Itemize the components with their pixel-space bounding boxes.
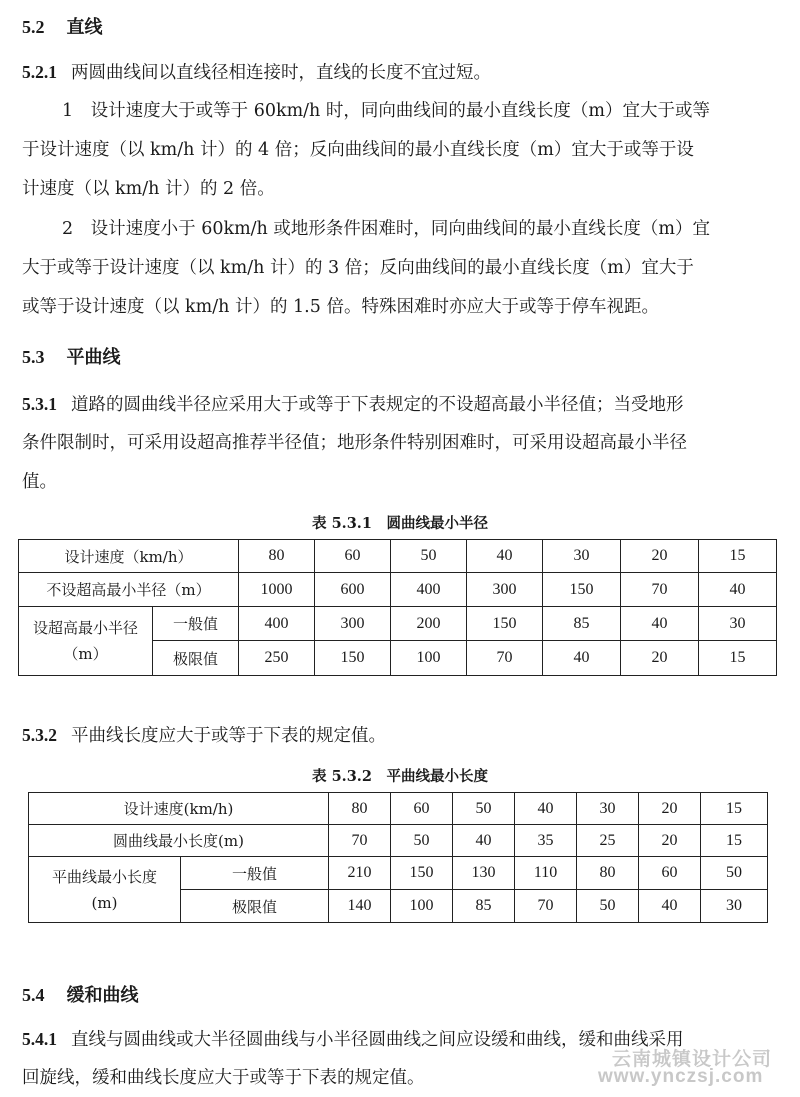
header-cell: 设计速度（km/h）	[19, 540, 239, 573]
speed-cell: 50	[453, 793, 515, 825]
table-min-radius	[18, 539, 777, 676]
clause-5-2-1	[22, 53, 782, 92]
clause-text: 平曲线长度应大于或等于下表的规定值。	[71, 726, 386, 746]
value-cell: 20	[621, 641, 699, 676]
value-cell: 20	[639, 825, 701, 857]
watermark-company: 云南城镇设计公司	[612, 1049, 773, 1070]
clause-text: 直线与圆曲线或大半径圆曲线与小半径圆曲线之间应设缓和曲线，缓和曲线采用	[71, 1030, 684, 1050]
section-heading-5-4	[22, 981, 139, 1007]
value-cell: 250	[239, 641, 315, 676]
value-cell: 40	[699, 573, 777, 607]
item-1-line-3: 计速度（以 km/h 计）的 2 倍。	[22, 179, 275, 199]
table-caption-5-3-2: 表 5.3.2 平曲线最小长度	[312, 768, 488, 785]
value-cell: 50	[701, 857, 768, 890]
clause-5-3-1-line-2: 条件限制时，可采用设超高推荐半径值；地形条件特别困难时，可采用设超高最小半径	[22, 433, 687, 453]
value-cell: 80	[577, 857, 639, 890]
section-title: 平曲线	[66, 347, 121, 368]
table-row	[29, 857, 768, 890]
clause-5-3-1-line-3: 值。	[22, 472, 57, 492]
value-cell: 300	[315, 607, 391, 641]
section-title: 缓和曲线	[66, 985, 139, 1006]
section-heading-5-3	[22, 343, 121, 369]
value-cell: 30	[699, 607, 777, 641]
table-caption-5-3-1: 表 5.3.1 圆曲线最小半径	[312, 515, 488, 532]
value-cell: 140	[329, 890, 391, 923]
value-cell: 1000	[239, 573, 315, 607]
value-cell: 25	[577, 825, 639, 857]
value-cell: 50	[391, 825, 453, 857]
clause-number: 5.3.2	[22, 725, 57, 745]
value-cell: 110	[515, 857, 577, 890]
item-1-line-2: 于设计速度（以 km/h 计）的 4 倍；反向曲线间的最小直线长度（m）宜大于或等于设	[22, 140, 694, 160]
clause-number: 5.3.1	[22, 394, 57, 414]
table-row	[19, 607, 777, 641]
value-cell: 130	[453, 857, 515, 890]
value-cell: 400	[239, 607, 315, 641]
speed-cell: 15	[701, 793, 768, 825]
value-cell: 150	[391, 857, 453, 890]
value-cell: 40	[453, 825, 515, 857]
value-cell: 40	[639, 890, 701, 923]
clause-5-4-1-line-2: 回旋线，缓和曲线长度应大于或等于下表的规定值。	[22, 1068, 425, 1088]
clause-text: 道路的圆曲线半径应采用大于或等于下表规定的不设超高最小半径值；当受地形	[71, 395, 684, 415]
clause-number: 5.4.1	[22, 1029, 57, 1049]
value-cell: 70	[329, 825, 391, 857]
table-row	[19, 573, 777, 607]
item-2-line-1: 2 设计速度小于 60km/h 或地形条件困难时，同向曲线间的最小直线长度（m）宜	[62, 219, 710, 239]
section-number: 5.2	[22, 17, 45, 37]
table-row	[19, 540, 777, 573]
clause-5-3-2	[22, 716, 782, 755]
speed-cell: 40	[467, 540, 543, 573]
value-cell: 15	[701, 825, 768, 857]
speed-cell: 50	[391, 540, 467, 573]
value-cell: 60	[639, 857, 701, 890]
value-cell: 100	[391, 641, 467, 676]
value-cell: 40	[543, 641, 621, 676]
row-label-cell: 不设超高最小半径（m）	[19, 573, 239, 607]
header-cell: 设计速度(km/h)	[29, 793, 329, 825]
clause-text: 两圆曲线间以直线径相连接时，直线的长度不宜过短。	[71, 63, 491, 83]
value-cell: 100	[391, 890, 453, 923]
sub-label-cell: 一般值	[153, 607, 239, 641]
value-cell: 150	[543, 573, 621, 607]
sub-label-cell: 极限值	[181, 890, 329, 923]
sub-label-cell: 一般值	[181, 857, 329, 890]
value-cell: 50	[577, 890, 639, 923]
section-heading-5-2	[22, 13, 103, 39]
speed-cell: 40	[515, 793, 577, 825]
value-cell: 210	[329, 857, 391, 890]
value-cell: 600	[315, 573, 391, 607]
table-row	[29, 825, 768, 857]
value-cell: 15	[699, 641, 777, 676]
clause-5-3-1-line-1	[22, 385, 782, 424]
speed-cell: 30	[577, 793, 639, 825]
value-cell: 70	[621, 573, 699, 607]
value-cell: 400	[391, 573, 467, 607]
speed-cell: 30	[543, 540, 621, 573]
speed-cell: 60	[315, 540, 391, 573]
value-cell: 200	[391, 607, 467, 641]
section-number: 5.3	[22, 347, 45, 367]
speed-cell: 80	[239, 540, 315, 573]
clause-number: 5.2.1	[22, 62, 57, 82]
value-cell: 35	[515, 825, 577, 857]
sub-label-cell: 极限值	[153, 641, 239, 676]
speed-cell: 20	[621, 540, 699, 573]
value-cell: 85	[543, 607, 621, 641]
value-cell: 70	[467, 641, 543, 676]
table-min-curve-length	[28, 792, 768, 923]
value-cell: 30	[701, 890, 768, 923]
value-cell: 85	[453, 890, 515, 923]
row-label-cell: 圆曲线最小长度(m)	[29, 825, 329, 857]
speed-cell: 80	[329, 793, 391, 825]
speed-cell: 15	[699, 540, 777, 573]
watermark-url: www.ynczsj.com	[598, 1066, 764, 1087]
section-title: 直线	[66, 17, 103, 38]
value-cell: 300	[467, 573, 543, 607]
item-2-line-2: 大于或等于设计速度（以 km/h 计）的 3 倍；反向曲线间的最小直线长度（m）宜大于	[22, 258, 694, 278]
table-row	[29, 793, 768, 825]
speed-cell: 60	[391, 793, 453, 825]
value-cell: 150	[315, 641, 391, 676]
item-1-line-1: 1 设计速度大于或等于 60km/h 时，同向曲线间的最小直线长度（m）宜大于或等	[62, 101, 710, 121]
row-group-label-cell: 设超高最小半径（m）	[19, 607, 153, 676]
section-number: 5.4	[22, 985, 45, 1005]
speed-cell: 20	[639, 793, 701, 825]
row-group-label-cell: 平曲线最小长度(m)	[29, 857, 181, 923]
value-cell: 70	[515, 890, 577, 923]
item-2-line-3: 或等于设计速度（以 km/h 计）的 1.5 倍。特殊困难时亦应大于或等于停车视距。	[22, 297, 659, 317]
value-cell: 150	[467, 607, 543, 641]
value-cell: 40	[621, 607, 699, 641]
